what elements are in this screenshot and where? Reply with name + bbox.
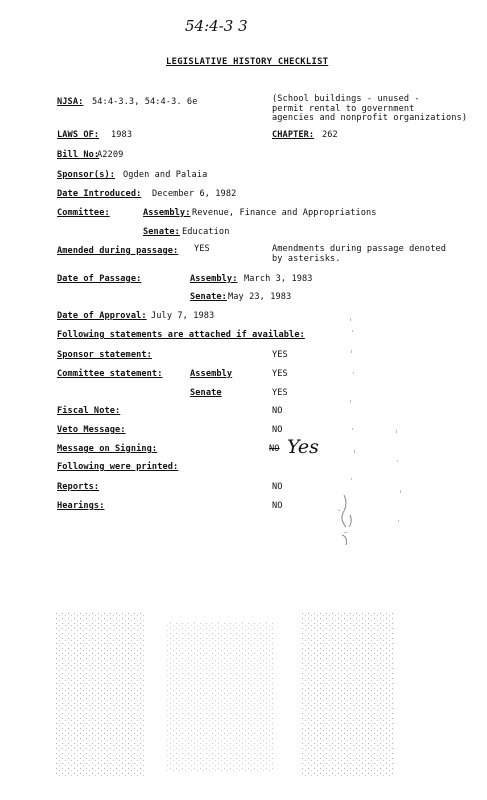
scan-artifact-bottom bbox=[55, 612, 415, 782]
reports-value: NO bbox=[272, 482, 283, 492]
amended-note-line: Amendments during passage denoted bbox=[272, 244, 447, 254]
date-of-approval-label: Date of Approval: bbox=[57, 311, 147, 321]
njsa-note-line: agencies and nonprofit organizations) bbox=[272, 113, 468, 123]
passage-senate-label: Senate: bbox=[190, 292, 227, 302]
reports-label: Reports: bbox=[57, 482, 100, 492]
committee-statement-senate-value: YES bbox=[272, 388, 288, 398]
message-on-signing-label: Message on Signing: bbox=[57, 444, 158, 454]
veto-message-label: Veto Message: bbox=[57, 425, 126, 435]
laws-of-label: LAWS OF: bbox=[57, 130, 100, 140]
hearings-label: Hearings: bbox=[57, 501, 105, 511]
date-introduced-label: Date Introduced: bbox=[57, 189, 142, 199]
njsa-note bbox=[272, 95, 467, 124]
njsa-note-line: permit rental to government bbox=[272, 103, 415, 114]
chapter-value: 262 bbox=[322, 130, 338, 140]
date-of-passage-label: Date of Passage: bbox=[57, 274, 142, 284]
committee-assembly-value: Revenue, Finance and Appropriations bbox=[192, 208, 377, 218]
handwritten-document-number: 54:4-3 3 bbox=[185, 17, 248, 35]
following-printed-heading: Following were printed: bbox=[57, 462, 179, 472]
sponsors-label: Sponsor(s): bbox=[57, 170, 116, 180]
njsa-label: NJSA: bbox=[57, 97, 84, 107]
laws-of-value: 1983 bbox=[111, 130, 133, 140]
committee-assembly-label: Assembly: bbox=[143, 208, 191, 218]
committee-senate-label: Senate: bbox=[143, 227, 180, 237]
veto-message-value: NO bbox=[272, 425, 283, 435]
scan-artifact-right bbox=[330, 310, 420, 560]
njsa-note-line: (School buildings - unused - bbox=[272, 94, 420, 104]
chapter-label: CHAPTER: bbox=[272, 130, 315, 140]
amended-note-line: by asterisks. bbox=[272, 254, 341, 264]
committee-statement-assembly-label: Assembly bbox=[190, 369, 233, 379]
committee-label: Committee: bbox=[57, 208, 110, 218]
committee-statement-assembly-value: YES bbox=[272, 369, 288, 379]
amended-label: Amended during passage: bbox=[57, 246, 179, 256]
sponsor-statement-label: Sponsor statement: bbox=[57, 350, 152, 360]
date-of-approval-value: July 7, 1983 bbox=[151, 311, 215, 321]
page-title: LEGISLATIVE HISTORY CHECKLIST bbox=[166, 57, 329, 67]
hearings-value: NO bbox=[272, 501, 283, 511]
passage-senate-value: May 23, 1983 bbox=[228, 292, 292, 302]
committee-statement-label: Committee statement: bbox=[57, 369, 163, 379]
following-attached-heading: Following statements are attached if available: bbox=[57, 330, 305, 340]
bill-no-label: Bill No: bbox=[57, 150, 100, 160]
bill-no-value: A2209 bbox=[97, 150, 124, 160]
message-on-signing-struck-value: NO bbox=[269, 444, 280, 454]
sponsor-statement-value: YES bbox=[272, 350, 288, 360]
sponsors-value: Ogden and Palaia bbox=[123, 170, 208, 180]
message-on-signing-handwritten-value: Yes bbox=[287, 436, 319, 458]
passage-assembly-value: March 3, 1983 bbox=[244, 274, 313, 284]
committee-statement-senate-label: Senate bbox=[190, 388, 222, 398]
amended-note bbox=[272, 244, 446, 264]
fiscal-note-value: NO bbox=[272, 406, 283, 416]
njsa-value: 54:4-3.3, 54:4-3. 6e bbox=[92, 97, 198, 107]
fiscal-note-label: Fiscal Note: bbox=[57, 406, 121, 416]
committee-senate-value: Education bbox=[182, 227, 230, 237]
date-introduced-value: December 6, 1982 bbox=[152, 189, 237, 199]
amended-value: YES bbox=[194, 244, 210, 254]
passage-assembly-label: Assembly: bbox=[190, 274, 238, 284]
